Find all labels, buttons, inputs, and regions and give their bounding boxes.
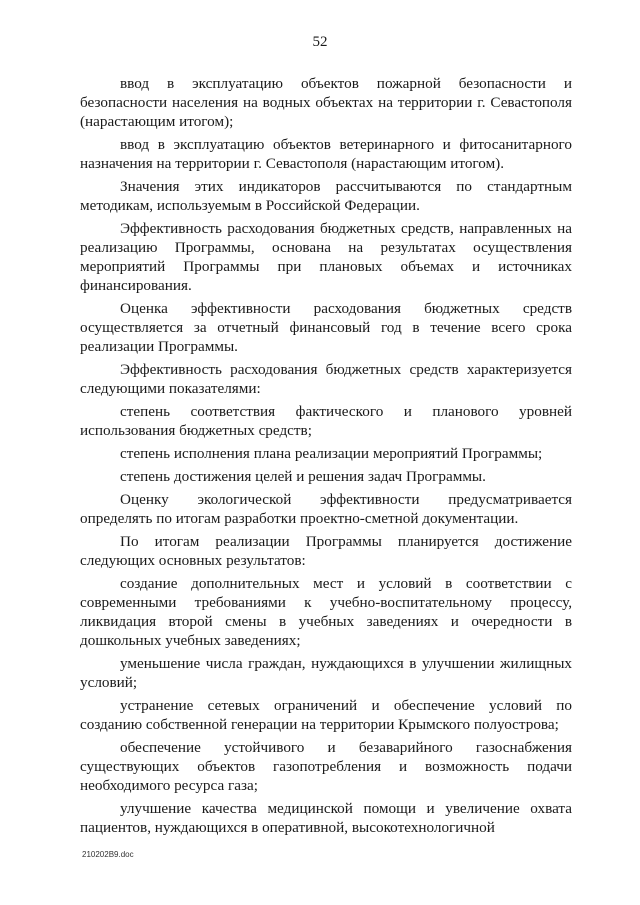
paragraph: Оценку экологической эффективности предусматривается определять по итогам разработки проектно-сметной документации. bbox=[80, 491, 572, 527]
paragraph: По итогам реализации Программы планируется достижение следующих основных результатов: bbox=[80, 533, 572, 569]
paragraph: ввод в эксплуатацию объектов пожарной безопасности и безопасности населения на водных объектах на территории г. Севастополя (нарастающим итогом); bbox=[80, 75, 572, 130]
paragraph: ввод в эксплуатацию объектов ветеринарного и фитосанитарного назначения на территории г. Севастополя (нарастающим итогом). bbox=[80, 136, 572, 172]
paragraph: Эффективность расходования бюджетных средств, направленных на реализацию Программы, основана на результатах осуществления мероприятий Программы при плановых объемах и источниках финансирования. bbox=[80, 220, 572, 294]
paragraph: создание дополнительных мест и условий в соответствии с современными требованиями к учебно-воспитательному процессу, ликвидация второй смены в учебных заведениях и очередности в дошкольных учебных заведениях; bbox=[80, 575, 572, 649]
paragraph: степень достижения целей и решения задач Программы. bbox=[120, 468, 486, 485]
paragraph: обеспечение устойчивого и безаварийного газоснабжения существующих объектов газопотребления и возможность подачи необходимого ресурса газа; bbox=[80, 739, 572, 794]
paragraph: Эффективность расходования бюджетных средств характеризуется следующими показателями: bbox=[80, 361, 572, 397]
paragraph: Оценка эффективности расходования бюджетных средств осуществляется за отчетный финансовый год в течение всего срока реализации Программы. bbox=[80, 300, 572, 355]
document-body bbox=[80, 74, 572, 841]
footer-filename: 210202В9.doc bbox=[82, 850, 134, 859]
paragraph: степень исполнения плана реализации мероприятий Программы; bbox=[120, 445, 543, 462]
page-number: 52 bbox=[312, 34, 328, 50]
paragraph: уменьшение числа граждан, нуждающихся в улучшении жилищных условий; bbox=[80, 655, 572, 691]
paragraph: степень соответствия фактического и планового уровней использования бюджетных средств; bbox=[80, 403, 572, 439]
paragraph: устранение сетевых ограничений и обеспечение условий по созданию собственной генерации на территории Крымского полуострова; bbox=[80, 697, 572, 733]
paragraph: Значения этих индикаторов рассчитываются по стандартным методикам, используемым в Российской Федерации. bbox=[80, 178, 572, 214]
paragraph: улучшение качества медицинской помощи и увеличение охвата пациентов, нуждающихся в оперативной, высокотехнологичной bbox=[80, 800, 572, 836]
